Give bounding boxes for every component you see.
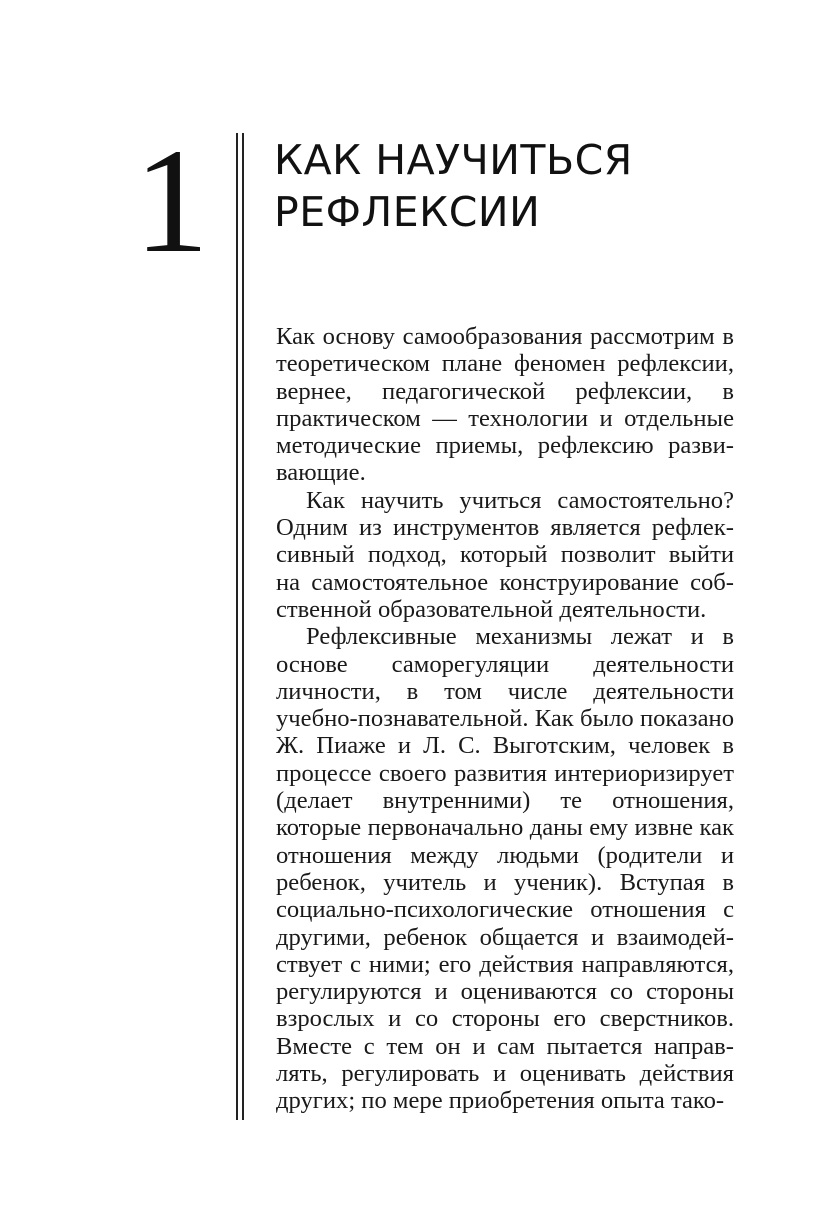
paragraph-3: Рефлексивные механизмы лежат и в основе саморегуляции деятельности личности, в том числе деятельности учебно-познавательной. Как было показано Ж. Пиаже и Л. С. Выготским, человек в процессе своего развития интериоризирует (делает внутренними) те отношения, которые первоначально даны ему извне как отношения между людьми (родители и ребенок, учитель и ученик). Вступая в социально-психологические отношения с другими, ребенок общается и взаимодействует с ними; его действия направляются, регулируются и оцениваются со стороны взрослых и со стороны его сверстников. Вместе с тем он и сам пытается направлять, регулировать и оценивать действия других; по мере приобретения опыта тако- [276, 623, 734, 1115]
chapter-title-line-2: РЕФЛЕКСИИ [274, 188, 541, 236]
paragraph-1: Как основу самообразования рассмотрим в теоретическом плане феномен рефлексии, вернее, педагогической рефлексии, в практическом — технологии и отдельные методические приемы, рефлексию развивающие. [276, 323, 734, 487]
chapter-title-line-1: КАК НАУЧИТЬСЯ [274, 136, 633, 184]
body-text [276, 323, 734, 1115]
chapter-number: 1 [134, 118, 207, 284]
vertical-rule-left [236, 133, 238, 1120]
vertical-rule-right [242, 133, 244, 1120]
chapter-title [274, 134, 794, 238]
paragraph-2: Как научить учиться самостоятельно? Одним из инструментов является рефлексивный подход, который позволит выйти на самостоятельное конструирование собственной образовательной деятельности. [276, 486, 734, 623]
